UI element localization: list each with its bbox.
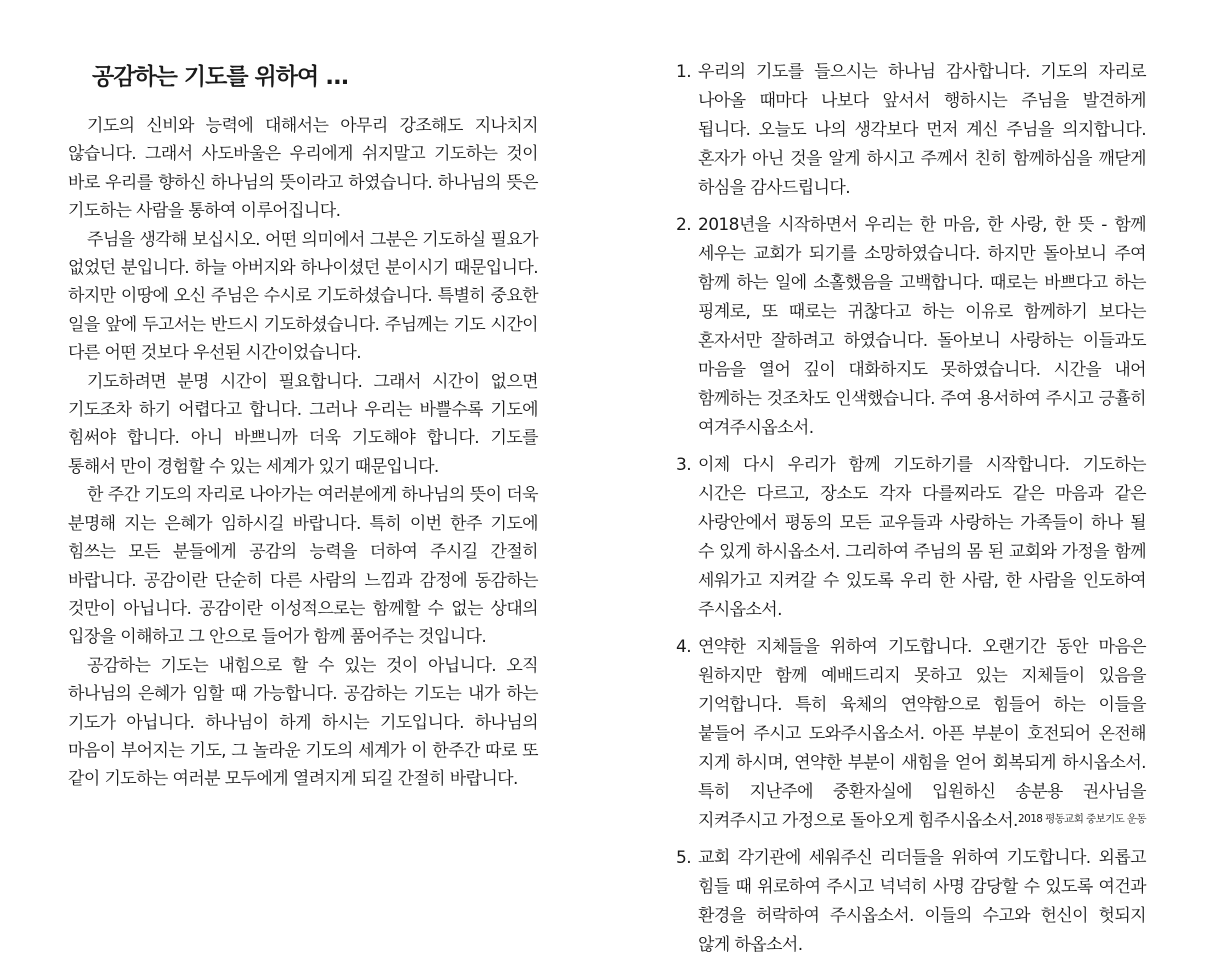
prayer-text: 2018년을 시작하면서 우리는 한 마음, 한 사랑, 한 뜻 - 함께 세우는 교회가 되기를 소망하였습니다. 하지만 돌아보니 주여 함께 하는 일에 소홀했음을 고백합니다. 때로는 바쁘다고 하는 핑계로, 또 때로는 귀찮다고 하는 이유로 함께하기 보다는 혼자서만 잘하려고 하였습니다. 돌아보니 사랑하는 이들과도 마음을 열어 깊이 대화하지도 못하였습니다. 시간을 내어 함께하는 것조차도 인색했습니다. 주여 용서하여 주시고 긍휼히 여겨주시옵소서. [698, 215, 1146, 438]
prayer-text: 우리의 기도를 들으시는 하나님 감사합니다. 기도의 자리로 나아올 때마다 나보다 앞서서 행하시는 주님을 발견하게 됩니다. 오늘도 나의 생각보다 먼저 계신 주님을 의지합니다. 혼자가 아닌 것을 알게 하시고 주께서 친히 함께하심을 깨닫게 하심을 감사드립니다. [698, 62, 1146, 198]
left-page [68, 0, 538, 860]
paragraph: 공감하는 기도는 내힘으로 할 수 있는 것이 아닙니다. 오직 하나님의 은혜가 임할 때 가능합니다. 공감하는 기도는 내가 하는 기도가 아닙니다. 하나님이 하게 하시는 기도입니다. 하나님의 마음이 부어지는 기도, 그 놀라운 기도의 세계가 이 한주간 따로 또 같이 기도하는 여러분 모두에게 열려지게 되길 간절히 바랍니다. [68, 655, 538, 790]
prayer-number: 5. [676, 848, 692, 868]
prayer-item [676, 844, 1146, 960]
prayer-item [676, 633, 1146, 836]
prayer-number: 2. [676, 215, 692, 235]
prayer-item [676, 451, 1146, 625]
prayer-text: 교회 각기관에 세워주신 리더들을 위하여 기도합니다. 외롭고 힘들 때 위로하여 주시고 넉넉히 사명 감당할 수 있도록 여건과 환경을 허락하여 주시옵소서. 이들의 수고와 헌신이 헛되지 않게 하옵소서. [698, 848, 1146, 955]
page-title: 공감하는 기도를 위하여 ... [92, 64, 349, 90]
paragraph: 주님을 생각해 보십시오. 어떤 의미에서 그분은 기도하실 필요가 없었던 분입니다. 하늘 아버지와 하나이셨던 분이시기 때문입니다. 하지만 이땅에 오신 주님은 수시로 기도하셨습니다. 특별히 중요한 일을 앞에 두고서는 반드시 기도하셨습니다. 주님께는 기도 시간이 다른 어떤 것보다 우선된 시간이었습니다. [68, 229, 538, 364]
prayer-number: 1. [676, 62, 692, 82]
paragraph: 기도하려면 분명 시간이 필요합니다. 그래서 시간이 없으면 기도조차 하기 어렵다고 합니다. 그러나 우리는 바쁠수록 기도에 힘써야 합니다. 아니 바쁘니까 더욱 기도해야 합니다. 기도를 통해서 만이 경험할 수 있는 세계가 있기 때문입니다. [68, 371, 538, 477]
prayer-text: 이제 다시 우리가 함께 기도하기를 시작합니다. 기도하는 시간은 다르고, 장소도 각자 다를찌라도 같은 마음과 같은 사랑안에서 평동의 모든 교우들과 사랑하는 가족들이 하나 될 수 있게 하시옵소서. 그리하여 주님의 몸 된 교회와 가정을 함께 세워가고 지켜갈 수 있도록 우리 한 사람, 한 사람을 인도하여 주시옵소서. [698, 455, 1146, 620]
prayer-item [676, 58, 1146, 203]
essay-body [68, 112, 538, 794]
prayer-item [676, 211, 1146, 443]
prayer-list [676, 58, 1146, 968]
prayer-text: 연약한 지체들을 위하여 기도합니다. 오랜기간 동안 마음은 원하지만 함께 예배드리지 못하고 있는 지체들이 있음을 기억합니다. 특히 육체의 연약함으로 힘들어 하는 이들을 붙들어 주시고 도와주시옵소서. 아픈 부분이 호전되어 온전해 지게 하시며, 연약한 부분이 새힘을 얻어 회복되게 하시옵소서. 특히 지난주에 중환자실에 입원하신 송분용 권사님을 지켜주시고 가정으로 돌아오게 힘주시옵소서. [698, 637, 1146, 831]
page-footer: 2018 평동교회 중보기도 운동 [1018, 813, 1146, 825]
paragraph: 한 주간 기도의 자리로 나아가는 여러분에게 하나님의 뜻이 더욱 분명해 지는 은혜가 임하시길 바랍니다. 특히 이번 한주 기도에 힘쓰는 모든 분들에게 공감의 능력을 더하여 주시길 간절히 바랍니다. 공감이란 단순히 다른 사람의 느낌과 감정에 동감하는 것만이 아닙니다. 공감이란 이성적으로는 함께할 수 없는 상대의 입장을 이해하고 그 안으로 들어가 함께 품어주는 것입니다. [68, 485, 538, 648]
prayer-number: 4. [676, 637, 692, 657]
prayer-number: 3. [676, 455, 692, 475]
right-page [676, 0, 1146, 955]
paragraph: 기도의 신비와 능력에 대해서는 아무리 강조해도 지나치지 않습니다. 그래서 사도바울은 우리에게 쉬지말고 기도하는 것이 바로 우리를 향하신 하나님의 뜻이라고 하였습니다. 하나님의 뜻은 기도하는 사람을 통하여 이루어집니다. [68, 116, 538, 222]
